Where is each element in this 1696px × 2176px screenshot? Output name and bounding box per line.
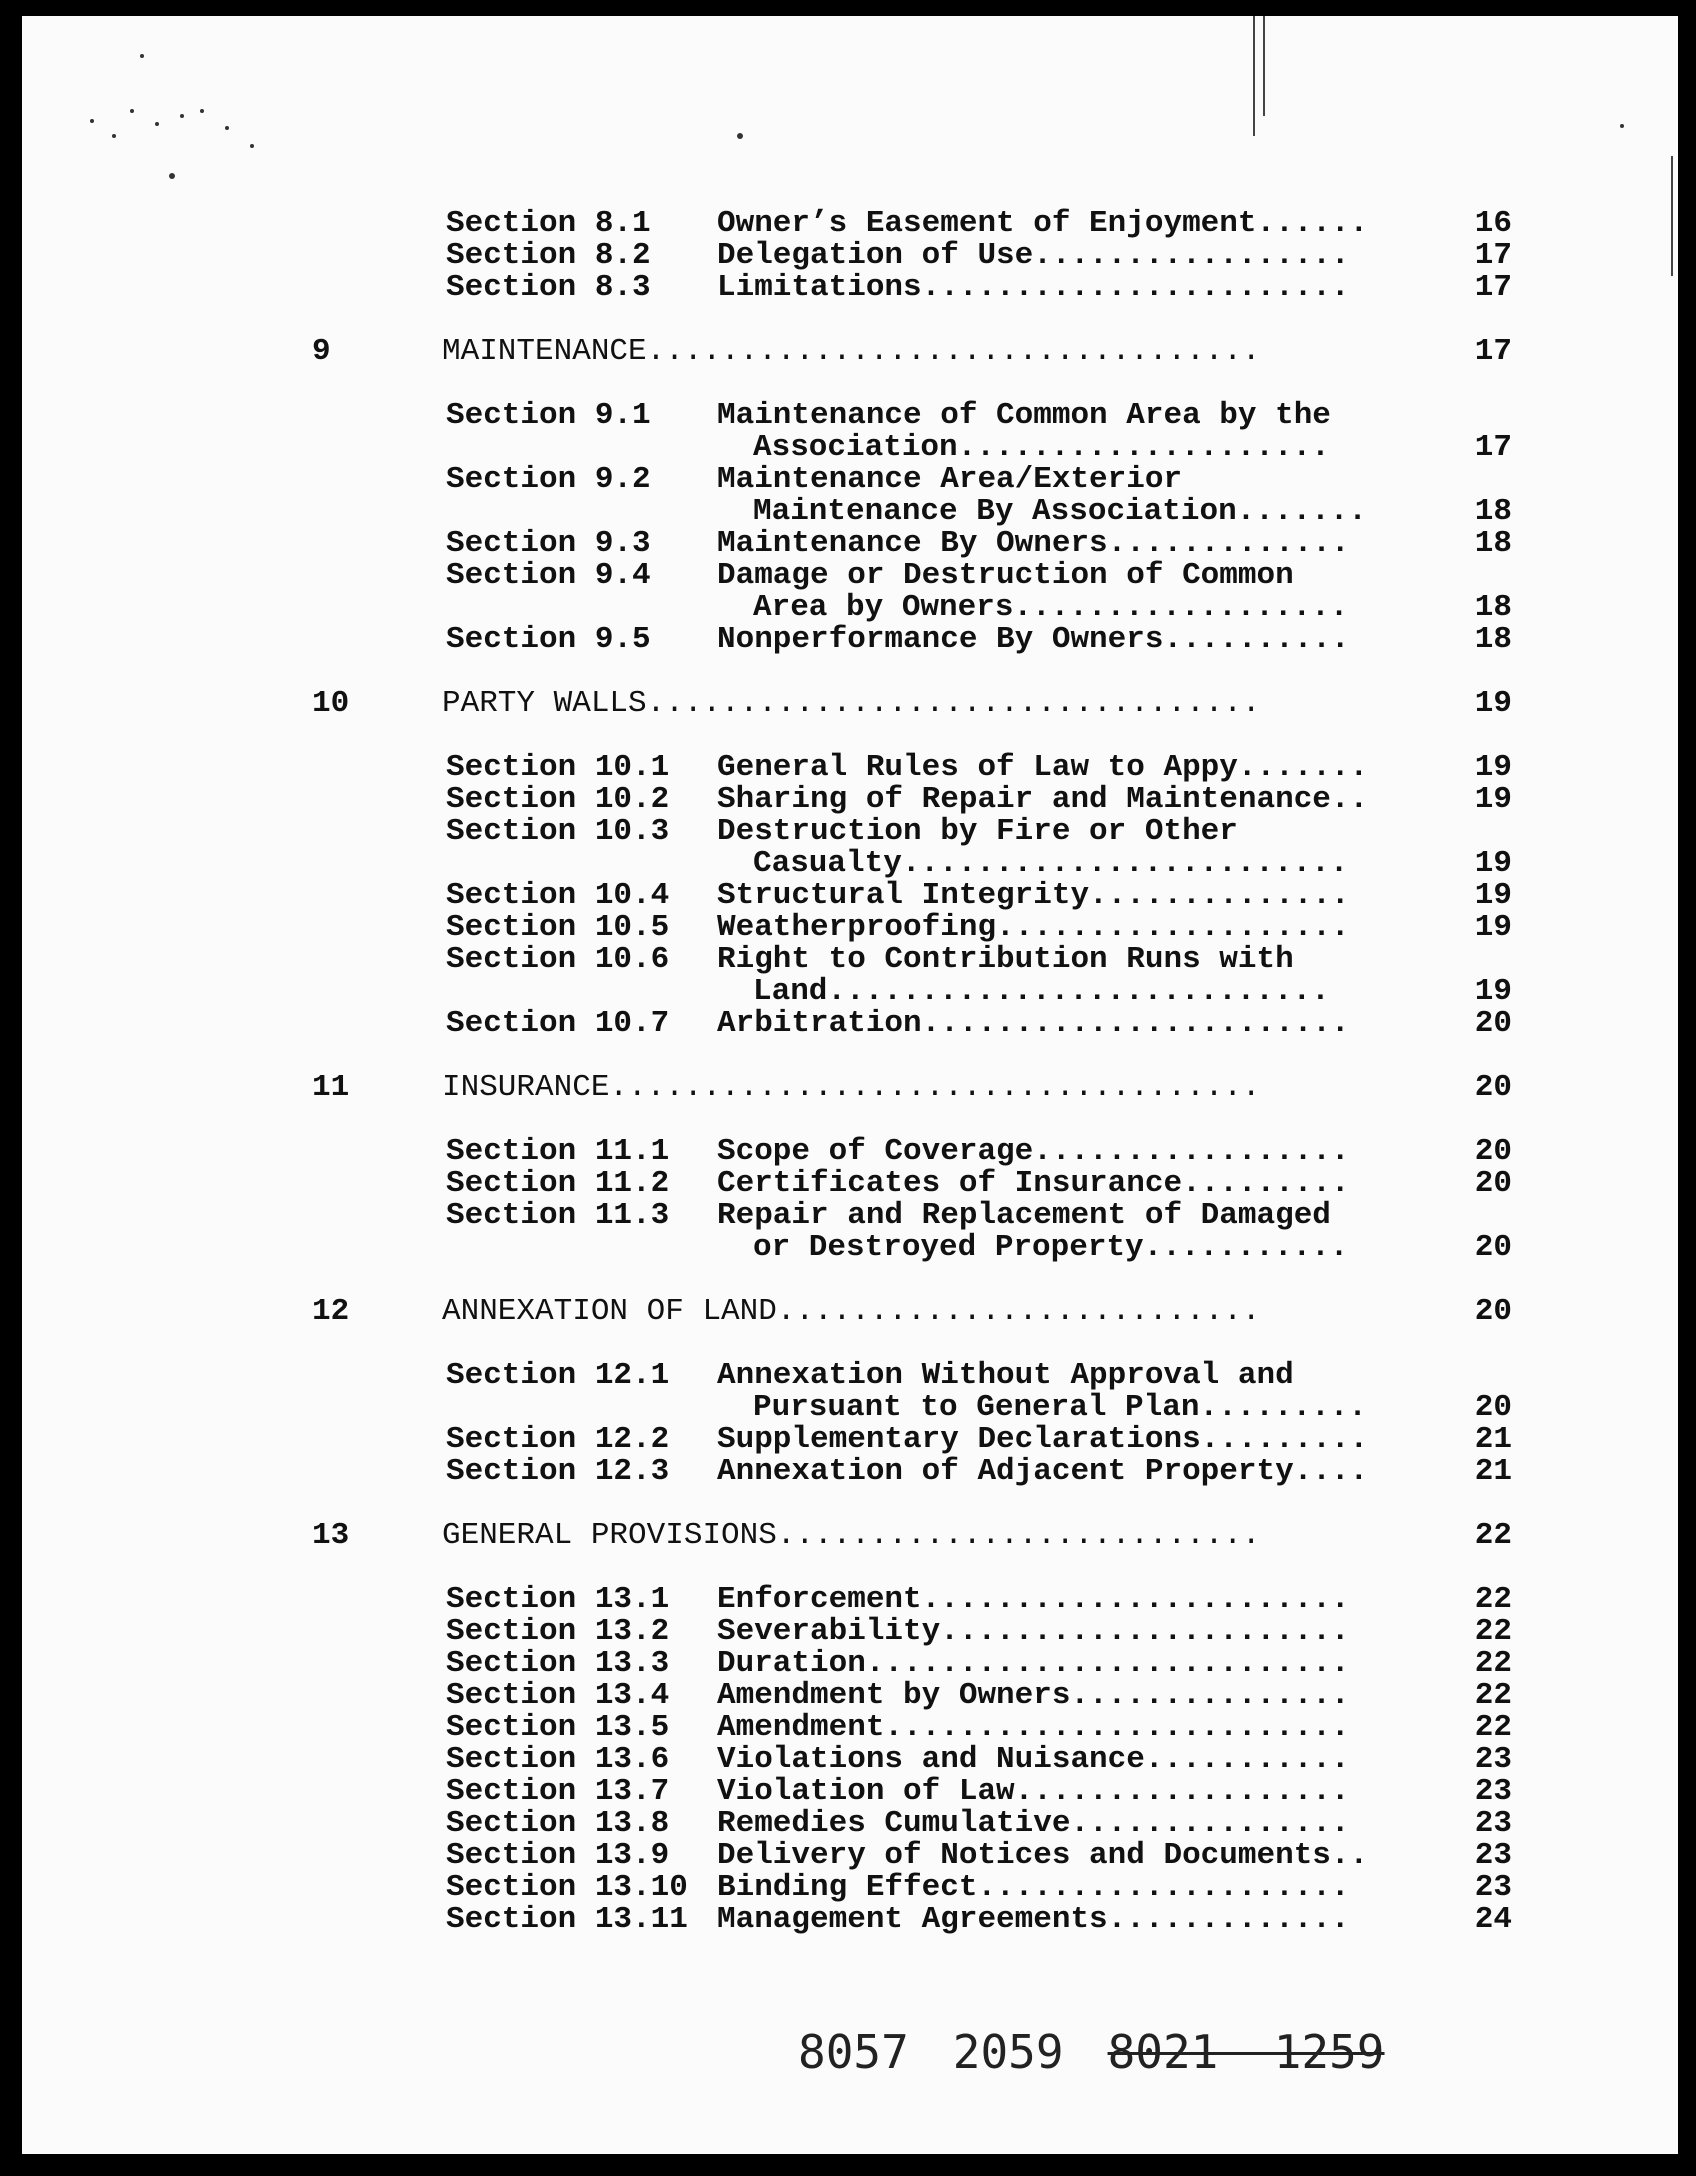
toc-section-row <box>22 1776 1678 1808</box>
section-title: Nonperformance By Owners.......... <box>717 622 1350 657</box>
section-title: Maintenance of Common Area by the <box>717 398 1331 433</box>
page-number: 19 <box>1474 846 1512 881</box>
section-title: Duration.......................... <box>717 1646 1350 1681</box>
page-number: 20 <box>1474 1134 1512 1169</box>
section-title: Amendment by Owners............... <box>717 1678 1350 1713</box>
section-title: Maintenance By Owners............. <box>717 526 1350 561</box>
section-title: Certificates of Insurance......... <box>717 1166 1350 1201</box>
section-title: Remedies Cumulative............... <box>717 1806 1350 1841</box>
toc-section-row <box>22 912 1678 944</box>
section-label: Section 13.3 <box>446 1646 670 1681</box>
section-label: Section 10.7 <box>446 1006 670 1041</box>
page-number: 19 <box>1474 910 1512 945</box>
section-title: Violation of Law.................. <box>717 1774 1350 1809</box>
section-title: Violations and Nuisance........... <box>717 1742 1350 1777</box>
page-number: 20 <box>1474 1006 1512 1041</box>
chapter-title: PARTY WALLS................................. <box>442 686 1261 721</box>
document-footer-numbers <box>798 2024 1429 2080</box>
toc-section-row <box>22 624 1678 656</box>
section-title-continued: Casualty........................ <box>753 846 1349 881</box>
chapter-number: 11 <box>312 1070 350 1105</box>
section-title: Supplementary Declarations......... <box>717 1422 1369 1457</box>
page-number: 20 <box>1474 1390 1512 1425</box>
section-title: Delivery of Notices and Documents.. <box>717 1838 1369 1873</box>
toc-section-row <box>22 784 1678 816</box>
toc-continuation-row <box>22 496 1678 528</box>
section-title: General Rules of Law to Appy....... <box>717 750 1369 785</box>
page-number: 22 <box>1474 1582 1512 1617</box>
section-title: Delegation of Use................. <box>717 238 1350 273</box>
chapter-title: INSURANCE................................... <box>442 1070 1261 1105</box>
page-number: 22 <box>1474 1678 1512 1713</box>
toc-section-row <box>22 1680 1678 1712</box>
page-number: 22 <box>1474 1518 1512 1553</box>
bates-number-1: 8057 <box>798 2025 909 2079</box>
page-number: 23 <box>1474 1870 1512 1905</box>
toc-section-row <box>22 208 1678 240</box>
page-number: 22 <box>1474 1646 1512 1681</box>
section-label: Section 13.11 <box>446 1902 688 1937</box>
chapter-number: 9 <box>312 334 331 369</box>
section-label: Section 8.1 <box>446 206 651 241</box>
section-label: Section 11.3 <box>446 1198 670 1233</box>
section-label: Section 8.2 <box>446 238 651 273</box>
section-label: Section 9.3 <box>446 526 651 561</box>
page-number: 22 <box>1474 1614 1512 1649</box>
section-label: Section 13.1 <box>446 1582 670 1617</box>
section-title: Binding Effect.................... <box>717 1870 1350 1905</box>
section-label: Section 13.2 <box>446 1614 670 1649</box>
page-number: 21 <box>1474 1422 1512 1457</box>
section-label: Section 12.2 <box>446 1422 670 1457</box>
section-title: Annexation of Adjacent Property.... <box>717 1454 1369 1489</box>
section-title: Limitations....................... <box>717 270 1350 305</box>
toc-section-row <box>22 272 1678 304</box>
toc-section-row <box>22 1456 1678 1488</box>
page-number: 18 <box>1474 526 1512 561</box>
toc-chapter-row <box>22 1520 1678 1552</box>
chapter-number: 10 <box>312 686 350 721</box>
section-title-continued: Land........................... <box>753 974 1330 1009</box>
toc-section-row <box>22 752 1678 784</box>
page-number: 17 <box>1474 270 1512 305</box>
page-number: 18 <box>1474 622 1512 657</box>
section-label: Section 13.8 <box>446 1806 670 1841</box>
toc-section-row <box>22 944 1678 976</box>
toc-section-row <box>22 1616 1678 1648</box>
section-title: Severability...................... <box>717 1614 1350 1649</box>
page-number: 20 <box>1474 1294 1512 1329</box>
page-number: 23 <box>1474 1838 1512 1873</box>
page-number: 23 <box>1474 1774 1512 1809</box>
page-number: 22 <box>1474 1710 1512 1745</box>
section-label: Section 10.4 <box>446 878 670 913</box>
section-label: Section 9.4 <box>446 558 651 593</box>
page-number: 17 <box>1474 334 1512 369</box>
section-label: Section 13.6 <box>446 1742 670 1777</box>
section-label: Section 10.1 <box>446 750 670 785</box>
page-number: 18 <box>1474 494 1512 529</box>
section-title: Owner’s Easement of Enjoyment...... <box>717 206 1369 241</box>
toc-continuation-row <box>22 976 1678 1008</box>
section-title: Amendment......................... <box>717 1710 1350 1745</box>
toc-section-row <box>22 560 1678 592</box>
toc-section-row <box>22 1648 1678 1680</box>
section-title: Annexation Without Approval and <box>717 1358 1294 1393</box>
toc-section-row <box>22 464 1678 496</box>
toc-section-row <box>22 1808 1678 1840</box>
chapter-number: 12 <box>312 1294 350 1329</box>
page-number: 23 <box>1474 1742 1512 1777</box>
toc-section-row <box>22 1744 1678 1776</box>
page-number: 20 <box>1474 1166 1512 1201</box>
page-number: 20 <box>1474 1230 1512 1265</box>
section-label: Section 10.5 <box>446 910 670 945</box>
section-title: Scope of Coverage................. <box>717 1134 1350 1169</box>
toc-continuation-row <box>22 592 1678 624</box>
toc-section-row <box>22 240 1678 272</box>
toc-section-row <box>22 1840 1678 1872</box>
section-label: Section 13.7 <box>446 1774 670 1809</box>
section-label: Section 12.3 <box>446 1454 670 1489</box>
section-title: Enforcement....................... <box>717 1582 1350 1617</box>
section-label: Section 13.10 <box>446 1870 688 1905</box>
page-number: 20 <box>1474 1070 1512 1105</box>
toc-section-row <box>22 880 1678 912</box>
struck-out-number: 8021 1259 <box>1107 2025 1385 2079</box>
section-title: Arbitration....................... <box>717 1006 1350 1041</box>
toc-continuation-row <box>22 848 1678 880</box>
toc-section-row <box>22 1008 1678 1040</box>
section-title: Damage or Destruction of Common <box>717 558 1294 593</box>
section-title-continued: or Destroyed Property........... <box>753 1230 1349 1265</box>
section-label: Section 11.1 <box>446 1134 670 1169</box>
section-label: Section 13.5 <box>446 1710 670 1745</box>
section-title: Destruction by Fire or Other <box>717 814 1238 849</box>
toc-section-row <box>22 1712 1678 1744</box>
section-label: Section 9.1 <box>446 398 651 433</box>
toc-continuation-row <box>22 1392 1678 1424</box>
toc-section-row <box>22 1200 1678 1232</box>
page-number: 16 <box>1474 206 1512 241</box>
chapter-number: 13 <box>312 1518 350 1553</box>
toc-section-row <box>22 1872 1678 1904</box>
document-page <box>22 16 1678 2154</box>
section-title-continued: Association.................... <box>753 430 1330 465</box>
section-title: Weatherproofing................... <box>717 910 1350 945</box>
section-label: Section 13.4 <box>446 1678 670 1713</box>
toc-section-row <box>22 1904 1678 1936</box>
section-label: Section 10.6 <box>446 942 670 977</box>
chapter-title: GENERAL PROVISIONS.......................... <box>442 1518 1261 1553</box>
page-number: 19 <box>1474 686 1512 721</box>
toc-chapter-row <box>22 688 1678 720</box>
section-label: Section 13.9 <box>446 1838 670 1873</box>
section-title: Management Agreements............. <box>717 1902 1350 1937</box>
toc-section-row <box>22 1168 1678 1200</box>
page-number: 18 <box>1474 590 1512 625</box>
page-number: 24 <box>1474 1902 1512 1937</box>
table-of-contents <box>22 16 1678 2154</box>
section-title: Maintenance Area/Exterior <box>717 462 1183 497</box>
page-number: 21 <box>1474 1454 1512 1489</box>
section-title: Right to Contribution Runs with <box>717 942 1294 977</box>
section-label: Section 10.3 <box>446 814 670 849</box>
page-number: 19 <box>1474 782 1512 817</box>
chapter-title: ANNEXATION OF LAND.......................... <box>442 1294 1261 1329</box>
section-title: Sharing of Repair and Maintenance.. <box>717 782 1369 817</box>
section-label: Section 8.3 <box>446 270 651 305</box>
toc-chapter-row <box>22 336 1678 368</box>
page-number: 17 <box>1474 430 1512 465</box>
page-number: 23 <box>1474 1806 1512 1841</box>
toc-chapter-row <box>22 1296 1678 1328</box>
section-label: Section 9.5 <box>446 622 651 657</box>
page-number: 19 <box>1474 750 1512 785</box>
section-title: Structural Integrity.............. <box>717 878 1350 913</box>
page-number: 19 <box>1474 974 1512 1009</box>
toc-section-row <box>22 1136 1678 1168</box>
page-number: 17 <box>1474 238 1512 273</box>
section-title-continued: Pursuant to General Plan......... <box>753 1390 1367 1425</box>
section-title: Repair and Replacement of Damaged <box>717 1198 1331 1233</box>
section-label: Section 11.2 <box>446 1166 670 1201</box>
chapter-title: MAINTENANCE................................. <box>442 334 1261 369</box>
page-number: 19 <box>1474 878 1512 913</box>
toc-section-row <box>22 528 1678 560</box>
section-title-continued: Area by Owners.................. <box>753 590 1349 625</box>
section-label: Section 9.2 <box>446 462 651 497</box>
toc-section-row <box>22 400 1678 432</box>
section-label: Section 10.2 <box>446 782 670 817</box>
toc-section-row <box>22 1424 1678 1456</box>
toc-continuation-row <box>22 1232 1678 1264</box>
bates-number-2: 2059 <box>952 2025 1064 2079</box>
toc-section-row <box>22 1360 1678 1392</box>
toc-continuation-row <box>22 432 1678 464</box>
toc-section-row <box>22 1584 1678 1616</box>
section-label: Section 12.1 <box>446 1358 670 1393</box>
section-title-continued: Maintenance By Association....... <box>753 494 1367 529</box>
toc-section-row <box>22 816 1678 848</box>
toc-chapter-row <box>22 1072 1678 1104</box>
